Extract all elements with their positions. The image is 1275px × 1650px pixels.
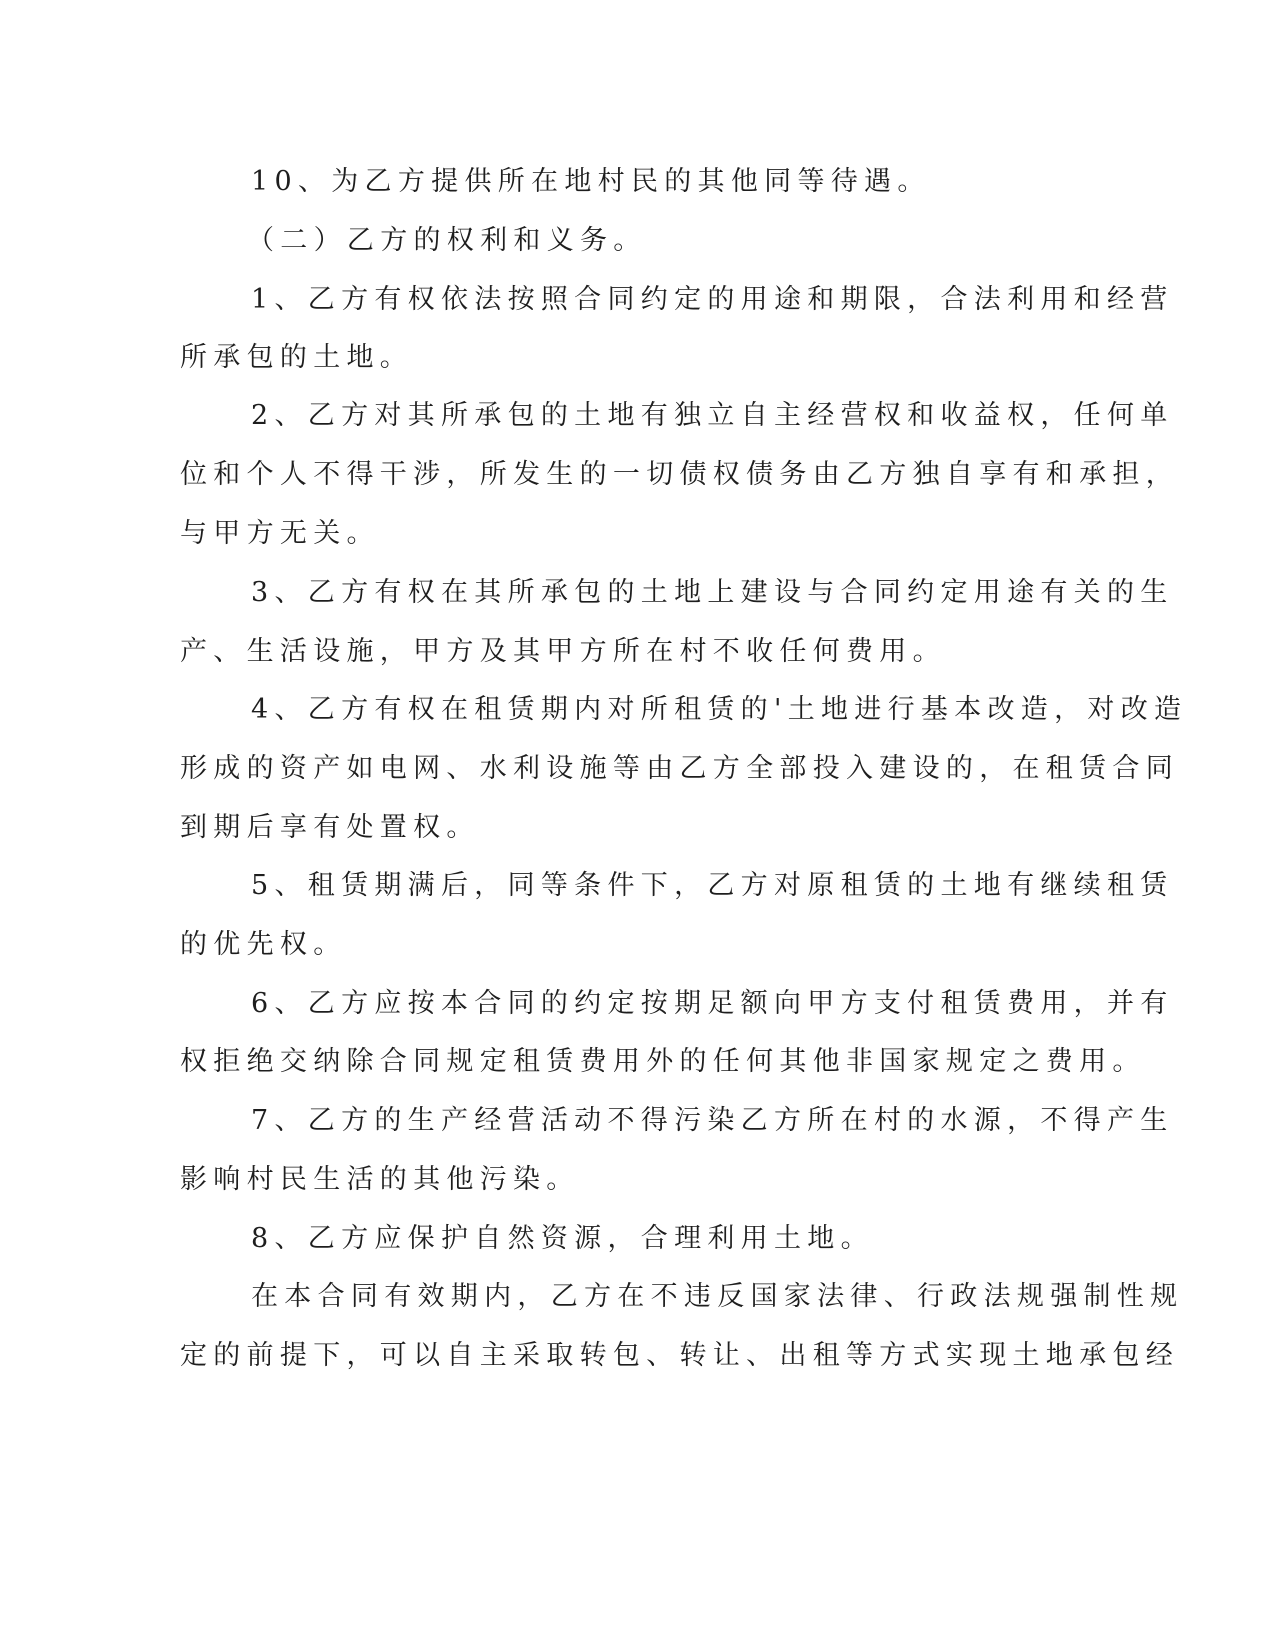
section-heading: （二）乙方的权利和义务。	[247, 225, 647, 256]
paragraph-line: 影响村民生活的其他污染。	[180, 1164, 580, 1195]
paragraph-line: 的优先权。	[180, 929, 347, 960]
paragraph-line: 5、租赁期满后，同等条件下，乙方对原租赁的土地有继续租赁	[251, 870, 1174, 901]
paragraph-line: 在本合同有效期内，乙方在不违反国家法律、行政法规强制性规	[251, 1281, 1184, 1312]
paragraph-line: 到期后享有处置权。	[180, 812, 480, 843]
paragraph-line: 1、乙方有权依法按照合同约定的用途和期限，合法利用和经营	[251, 284, 1174, 315]
paragraph-line: 4、乙方有权在租赁期内对所租赁的'土地进行基本改造，对改造	[251, 694, 1188, 725]
paragraph-line: 定的前提下，可以自主采取转包、转让、出租等方式实现土地承包经	[180, 1340, 1179, 1371]
paragraph-line: 所承包的土地。	[180, 342, 414, 373]
paragraph-line: 7、乙方的生产经营活动不得污染乙方所在村的水源，不得产生	[251, 1105, 1174, 1136]
paragraph-line: 2、乙方对其所承包的土地有独立自主经营权和收益权，任何单	[251, 400, 1174, 431]
paragraph-line: 权拒绝交纳除合同规定租赁费用外的任何其他非国家规定之费用。	[180, 1046, 1146, 1077]
paragraph-line: 产、生活设施，甲方及其甲方所在村不收任何费用。	[180, 636, 946, 667]
paragraph-line: 3、乙方有权在其所承包的土地上建设与合同约定用途有关的生	[251, 577, 1174, 608]
paragraph-line: 与甲方无关。	[180, 518, 380, 549]
paragraph-line: 形成的资产如电网、水利设施等由乙方全部投入建设的，在租赁合同	[180, 753, 1179, 784]
paragraph-line: 6、乙方应按本合同的约定按期足额向甲方支付租赁费用，并有	[251, 988, 1174, 1019]
paragraph-line: 位和个人不得干涉，所发生的一切债权债务由乙方独自享有和承担，	[180, 459, 1179, 490]
paragraph-line: 8、乙方应保护自然资源，合理利用土地。	[251, 1223, 874, 1254]
paragraph-line: 10、为乙方提供所在地村民的其他同等待遇。	[251, 166, 931, 197]
